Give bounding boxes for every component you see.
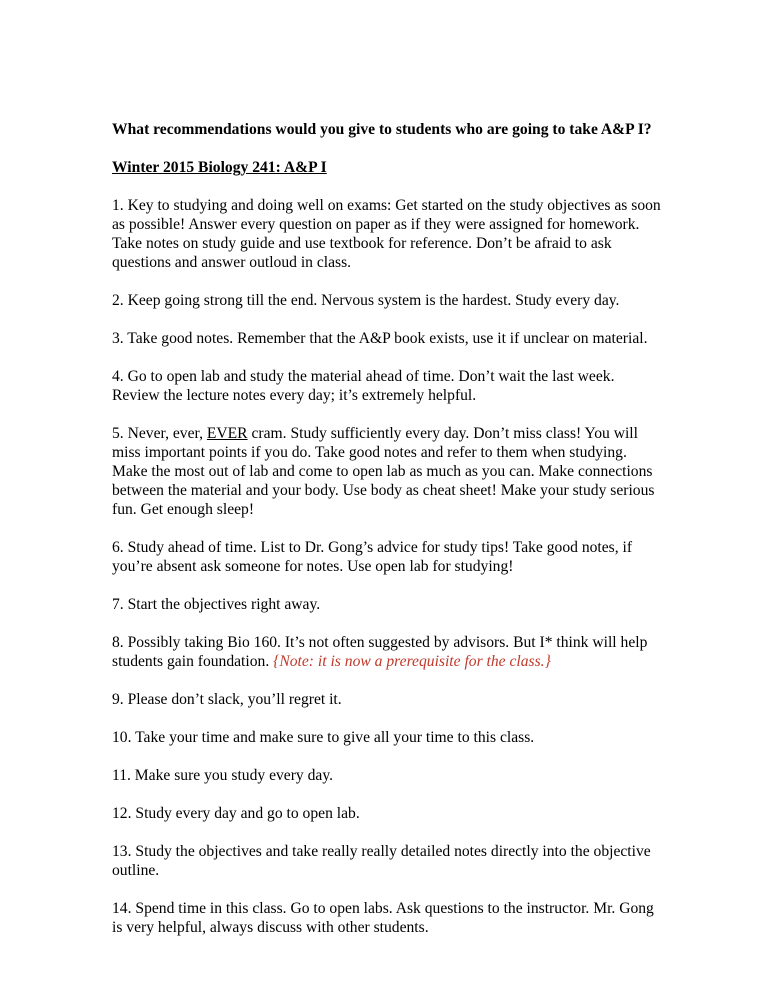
list-item-9: 9. Please don’t slack, you’ll regret it. bbox=[112, 691, 342, 708]
list-item-5 bbox=[112, 424, 664, 519]
list-item-6: 6. Study ahead of time. List to Dr. Gong’s advice for study tips! Take good notes, if you’re absent ask someone for notes. Use open lab for studying! bbox=[112, 539, 633, 575]
list-item-3: 3. Take good notes. Remember that the A&P book exists, use it if unclear on material. bbox=[112, 330, 648, 347]
list-item-12: 12. Study every day and go to open lab. bbox=[112, 805, 360, 822]
list-item-13: 13. Study the objectives and take really really detailed notes directly into the objective outline. bbox=[112, 843, 651, 879]
question-heading: What recommendations would you give to students who are going to take A&P I? bbox=[112, 121, 652, 138]
list-item-1: 1. Key to studying and doing well on exams: Get started on the study objectives as soon as possible! Answer every question on paper as if they were assigned for homework. Take notes on study guide and use textbook for reference. Don’t be afraid to ask questions and answer outloud in class. bbox=[112, 197, 661, 271]
list-item-8-note: {Note: it is now a prerequisite for the class.} bbox=[273, 653, 551, 670]
list-item-11: 11. Make sure you study every day. bbox=[112, 767, 333, 784]
list-item-5-emphasis: EVER bbox=[206, 425, 248, 442]
list-item-4: 4. Go to open lab and study the material ahead of time. Don’t wait the last week. Review the lecture notes every day; it’s extremely helpful. bbox=[112, 368, 615, 404]
list-item-5-post: cram. Study sufficiently every day. Don’t miss class! You will miss important points if you do. Take good notes and refer to them when studying. Make the most out of lab and come to open lab as much as you can. Make connections between the material and your body. Use body as cheat sheet! Make your study serious fun. Get enough sleep! bbox=[112, 425, 655, 518]
list-item-5-pre: 5. Never, ever, bbox=[112, 425, 207, 442]
list-item-2: 2. Keep going strong till the end. Nervous system is the hardest. Study every day. bbox=[112, 292, 620, 309]
course-title: Winter 2015 Biology 241: A&P I bbox=[112, 159, 327, 176]
list-item-10: 10. Take your time and make sure to give all your time to this class. bbox=[112, 729, 535, 746]
list-item-8 bbox=[112, 633, 664, 671]
document-page bbox=[112, 120, 664, 956]
list-item-14: 14. Spend time in this class. Go to open labs. Ask questions to the instructor. Mr. Gong is very helpful, always discuss with other students. bbox=[112, 900, 654, 936]
list-item-7: 7. Start the objectives right away. bbox=[112, 596, 321, 613]
list-item-8-pre: 8. Possibly taking Bio 160. It’s not often suggested by advisors. But I* think will help students gain foundation. bbox=[112, 634, 648, 670]
